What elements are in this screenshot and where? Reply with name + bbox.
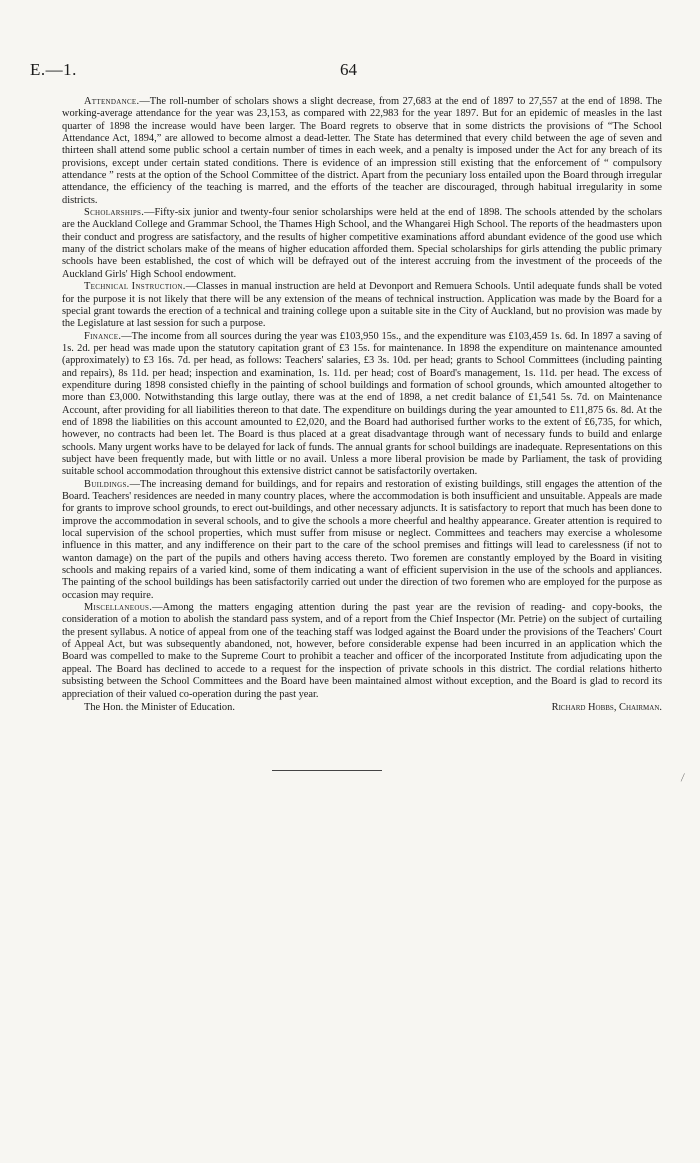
closing-block [62, 702, 662, 714]
paragraph-text: —Among the matters engaging attention during the past year are the revision of reading- and copy-books, the consideration of a motion to abolish the standard pass system, and of a report from the Chief Inspector (Mr. Petrie) on the subject of curtailing the present syllabus. A notice of appeal from one of the teaching staff was lodged against the Board under the provisions of the Teachers' Court of Appeal Act, but was subsequently abandoned, not, however, before considerable expense had been incurred in an application which the Board was compelled to make to the Supreme Court to prohibit a teacher and officer of the incorporated Institute from adjudicating upon the appeal. The Board has declined to accede to a request for the inspection of private schools in this district. The cordial relations hitherto subsisting between the School Committees and the Board have been maintained almost without exception, and the Board is glad to record its appreciation of their valued co-operation during the past year. [62, 602, 662, 700]
paragraph-text: —The income from all sources during the year was £103,950 15s., and the expenditure was £103,459 1s. 6d. In 1897 a saving of 1s. 2d. per head was made upon the statutory capitation grant of £3 15s. for maintenance. In 1898 the expenditure on maintenance amounted (approximately) to £3 16s. 7d. per head, as follows: Teachers' salaries, £3 3s. 10d. per head; grants to School Committees (including painting and repairs), 8s 11d. per head; inspection and examination, 1s. 11d. per head; cost of Board's management, 1s. 11d. per head. The excess of expenditure during 1898 consisted chiefly in the painting of school buildings and formation of school grounds, which amounted altogether to more than £3,000. Notwithstanding this large outlay, there was at the end of 1898, a net credit balance of £1,541 5s. 7d. on Maintenance Account, after providing for all liabilities thereon to that date. The expenditure on buildings during the year amounted to £11,875 6s. 8d. At the end of 1898 the liabilities on this account amounted to £2,020, and the Board had authorised further works to the extent of £6,735, for which, however, no contracts had been let. The Board is thus placed at a great disadvantage through want of necessary funds to build and enlarge schools. Many urgent works have to be delayed for lack of funds. The annual grants for school buildings are inadequate. Representations on this subject have been frequently made, but with little or no avail. Unless a more liberal provision be made by Parliament, the task of providing suitable school accommodation throughout this extensive district cannot be satisfactorily overtaken. [62, 330, 662, 478]
paragraph-heading: Scholarships. [84, 207, 145, 219]
report-body [62, 96, 662, 714]
end-rule-divider [272, 770, 382, 771]
addressee: The Hon. the Minister of Education. [84, 701, 235, 713]
paragraph-heading: Finance. [84, 330, 122, 342]
paragraph-technical-instruction [62, 281, 662, 330]
signature: Richard Hobbs, Chairman. [551, 701, 662, 713]
paragraph-scholarships [62, 207, 662, 281]
paragraph-text: —Fifty-six junior and twenty-four senior scholarships were held at the end of 1898. The schools attended by the scholars are the Auckland College and Grammar School, the Thames High School, and the Whangarei High School. The reports of the headmasters upon their conduct and progress are satisfactory, and the results of higher competitive examinations afford abundant evidence of the good use which many of the district scholars make of the means of higher education afforded them. Special scholarships for girls attending the public primary schools have been established, the cost of which will be defrayed out of the interest accruing from the investment of the proceeds of the Auckland Girls' High School endowment. [62, 207, 662, 280]
paragraph-attendance [62, 96, 662, 207]
paragraph-finance [62, 331, 662, 479]
page-number: 64 [340, 60, 357, 79]
paragraph-buildings [62, 479, 662, 602]
paragraph-heading: Attendance. [84, 96, 140, 107]
paragraph-heading: Miscellaneous. [84, 602, 153, 614]
paragraph-text: —The increasing demand for buildings, and for repairs and restoration of existing buildings, still engages the attention of the Board. Teachers' residences are needed in many country places, where the accommodation is both insufficient and unsuitable. Appeals are made for grants to improve school grounds, to erect out-buildings, and other necessary adjuncts. It is satisfactory to report that much has been done to improve the accommodation in several schools, and to give the schools a more cheerful and healthy appearance. Greater attention is required to local supervision of the school properties, which must suffer from misuse or neglect. Committees and teachers may exercise a wholesome influence in this matter, and any indifference on their part to the care of the school premises and fittings will lead to carelessness (if not to wanton damage) on the part of the pupils and others having access thereto. Two foremen are constantly employed by the Board in visiting schools and making repairs of a varied kind, some of them indicating a want of efficient supervision in the use of the schools and appliances. The painting of the school buildings has been satisfactorily carried out under the direction of two foremen who are employed for the purpose as occasion may require. [62, 478, 662, 601]
paragraph-heading: Technical Instruction. [84, 281, 186, 293]
paragraph-heading: Buildings. [84, 478, 130, 490]
margin-mark: ⁄ [680, 771, 686, 785]
paragraph-text: —Classes in manual instruction are held at Devonport and Remuera Schools. Until adequate funds shall be voted for the purpose it is not likely that there will be any extension of the means of technical instruction. Application was made by the Board for a special grant towards the erection of a technical and training college upon a suitable site in the City of Auckland, but no provision was made by the Legislature at last session for such a purpose. [62, 281, 662, 330]
section-reference: E.—1. [30, 60, 77, 79]
paragraph-miscellaneous [62, 602, 662, 701]
paragraph-text: —The roll-number of scholars shows a slight decrease, from 27,683 at the end of 1897 to 27,557 at the end of 1898. The working-average attendance for the year was 23,153, as compared with 22,983 for the year 1897. But for an epidemic of measles in the last quarter of 1898 the increase would have been larger. The Board regrets to observe that in some districts the provisions of “The School Attendance Act, 1894,” are allowed to become almost a dead-letter. The State has determined that every child between the age of seven and thirteen shall attend some public school a certain number of times in each week, and a penalty is imposed under the Act for any breach of its provisions, except under certain stated conditions. There is evidence of an impression still existing that the enforcement of “ compulsory attendance ” rests at the option of the School Committee of the district. Apart from the pecuniary loss entailed upon the Board through irregular attendance, the efficiency of the teaching is marred, and the efforts of the teacher are discouraged, through habitual irregularity in some districts. [62, 96, 662, 206]
